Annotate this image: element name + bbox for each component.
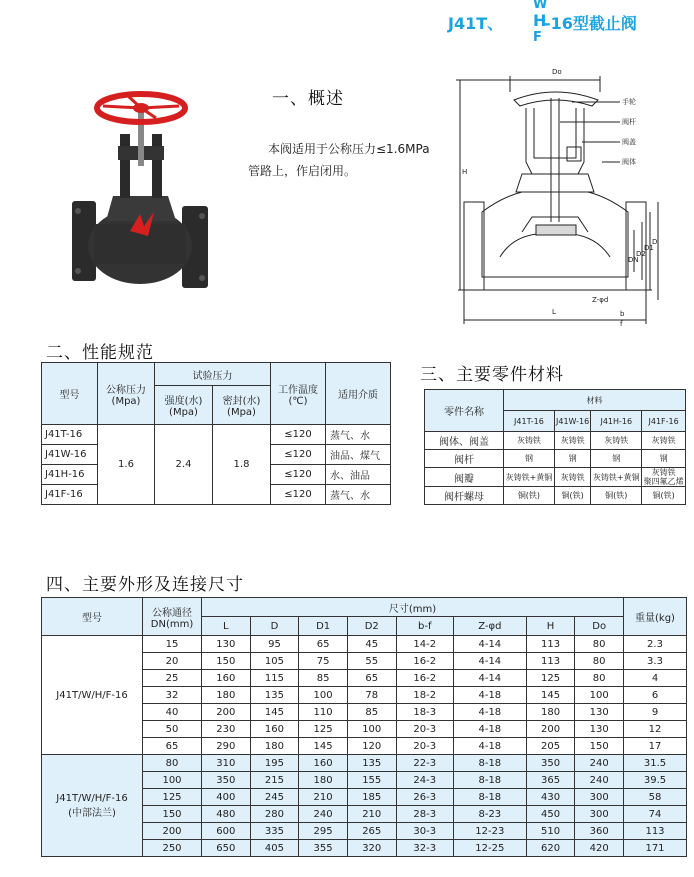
dim-cell: 4-18	[453, 704, 526, 721]
perf-header-medium: 适用介质	[326, 363, 391, 425]
dim-cell: 265	[347, 823, 396, 840]
table-row: J41T-16 1.6 2.4 1.8 ≤120 蒸气、水	[42, 425, 391, 445]
dim-cell: 105	[250, 653, 299, 670]
dim-cell: 350	[526, 755, 575, 772]
dim-cell: 150	[575, 738, 624, 755]
dim-cell: 6	[624, 687, 687, 704]
perf-header-model: 型号	[42, 363, 98, 425]
dim-cell: 80	[575, 670, 624, 687]
table-row: 阀瓣 灰铸铁+黄铜 灰铸铁 灰铸铁+黄铜 灰铸铁 聚四氟乙烯	[425, 468, 686, 487]
dim-cell: 8-23	[453, 806, 526, 823]
dim-cell: 65	[299, 636, 348, 653]
dim-cell: 405	[250, 840, 299, 857]
dim-cell: 12	[624, 721, 687, 738]
dim-cell-dn: 15	[143, 636, 202, 653]
dim-cell: 17	[624, 738, 687, 755]
table-row: J41H-16 ≤120 水、油品	[42, 465, 391, 485]
dim-cell: 200	[526, 721, 575, 738]
drawing-part-bonnet: 阀盖	[622, 138, 636, 146]
dim-cell: 80	[575, 653, 624, 670]
performance-table	[41, 362, 391, 505]
dim-cell: 195	[250, 755, 299, 772]
dim-group-model: J41T/W/H/F-16 (中部法兰)	[42, 755, 143, 857]
table-row: J41W-16 ≤120 油品、煤气	[42, 445, 391, 465]
dim-cell: 620	[526, 840, 575, 857]
valve-photo	[58, 86, 218, 301]
dim-cell: 480	[202, 806, 251, 823]
drawing-label-h: H	[462, 168, 468, 176]
dim-cell: 230	[202, 721, 251, 738]
dim-cell: 14-2	[396, 636, 453, 653]
dimensions-title: 四、主要外形及连接尺寸	[46, 575, 244, 595]
dim-cell: 100	[347, 721, 396, 738]
dim-cell: 135	[250, 687, 299, 704]
dim-cell-dn: 65	[143, 738, 202, 755]
dim-cell: 22-3	[396, 755, 453, 772]
dim-cell: 9	[624, 704, 687, 721]
dim-cell-dn: 250	[143, 840, 202, 857]
dim-cell: 31.5	[624, 755, 687, 772]
title-variant-h: H	[533, 11, 547, 30]
dim-cell: 80	[575, 636, 624, 653]
dim-cell-dn: 80	[143, 755, 202, 772]
dim-cell: 4	[624, 670, 687, 687]
dim-header-dn: 公称通径 DN(mm)	[143, 598, 202, 636]
drawing-label-f: f	[620, 320, 623, 328]
dim-cell-dn: 20	[143, 653, 202, 670]
dim-cell: 4-14	[453, 670, 526, 687]
dim-cell: 420	[575, 840, 624, 857]
dim-cell: 20-3	[396, 738, 453, 755]
dim-header-weight: 重量(kg)	[624, 598, 687, 636]
title-model: J41T、	[448, 14, 504, 33]
dim-cell: 20-3	[396, 721, 453, 738]
dim-cell: 78	[347, 687, 396, 704]
dim-cell: 100	[575, 687, 624, 704]
dim-cell: 290	[202, 738, 251, 755]
dim-cell: 115	[250, 670, 299, 687]
dim-cell: 171	[624, 840, 687, 857]
dim-cell-dn: 100	[143, 772, 202, 789]
dim-cell: 450	[526, 806, 575, 823]
dim-cell: 145	[299, 738, 348, 755]
perf-header-strength: 强度(水) (Mpa)	[155, 386, 213, 425]
title-variant-w: W	[533, 0, 548, 12]
dim-cell: 200	[202, 704, 251, 721]
dimensions-table: 型号 公称通径 DN(mm) 尺寸(mm) 重量(kg) L D D1 D2 b-f Z-φd H Do J41T/W/H/F-16 15 130 95 65 45 14-2 4-14 113 80 2.3 20 150 105 75 55 16-2 4-14 113 80 3.3 25 160 115 85 65 16-2 4-14 125 80 4 32 180 135 100 78 18-2 4-18 145 100 6 40 200 145 110 85 18-3 4-18 180 130 9 50 230 160 125 100 20-3 4-18 200 130 12 65 290 180 145 120 20-3 4-18 205 150 17 J41T/W/H/F-16 (中部法兰) 80 310 195 160 135 22-3 8-18 350 240 31.5 100 350 215 180 155 24-3 8-18 365 240 39.5 125 400 245 210 185 26-3 8-18 430 300 58 150 480 280 240 210 28-3 8-23 450 300 74 200 600 335 295 265 30-3 12-23 510 360 113 250 650 405 355 320 32-3 12-25 620 420 171	[41, 597, 687, 857]
drawing-label-b: b	[620, 310, 625, 318]
dim-cell: 430	[526, 789, 575, 806]
dim-cell: 295	[299, 823, 348, 840]
dim-cell: 650	[202, 840, 251, 857]
dim-cell: 4-18	[453, 687, 526, 704]
dim-cell: 185	[347, 789, 396, 806]
dim-cell: 8-18	[453, 772, 526, 789]
overview-title: 一、概述	[272, 89, 344, 109]
dim-cell: 215	[250, 772, 299, 789]
perf-seal-value: 1.8	[213, 425, 271, 505]
dim-cell: 18-2	[396, 687, 453, 704]
dim-cell: 4-18	[453, 738, 526, 755]
drawing-label-d: D	[652, 238, 658, 246]
dim-cell: 16-2	[396, 653, 453, 670]
dim-cell: 160	[299, 755, 348, 772]
mat-header-material: 材料	[504, 390, 686, 411]
dim-cell: 113	[526, 636, 575, 653]
dim-cell: 130	[575, 704, 624, 721]
dim-cell-dn: 150	[143, 806, 202, 823]
dim-cell: 310	[202, 755, 251, 772]
perf-nominal-value: 1.6	[98, 425, 155, 505]
dim-cell: 4-14	[453, 653, 526, 670]
drawing-part-stem: 阀杆	[622, 118, 636, 126]
dim-cell: 65	[347, 670, 396, 687]
dim-cell: 135	[347, 755, 396, 772]
dim-cell: 240	[299, 806, 348, 823]
dim-cell: 95	[250, 636, 299, 653]
dim-cell: 145	[526, 687, 575, 704]
overview-line-1: 本阀适用于公称压力≤1.6MPa	[268, 142, 430, 156]
perf-header-seal: 密封(水) (Mpa)	[213, 386, 271, 425]
dim-cell-dn: 200	[143, 823, 202, 840]
dim-cell: 300	[575, 789, 624, 806]
dim-cell: 145	[250, 704, 299, 721]
drawing-label-d1: D1	[644, 244, 654, 252]
dim-cell: 8-18	[453, 755, 526, 772]
page-title	[448, 0, 694, 50]
dim-cell: 125	[299, 721, 348, 738]
dim-cell: 155	[347, 772, 396, 789]
dim-cell: 245	[250, 789, 299, 806]
dim-cell: 39.5	[624, 772, 687, 789]
dim-cell: 74	[624, 806, 687, 823]
mat-header-part: 零件名称	[425, 390, 504, 432]
drawing-label-l: L	[552, 308, 556, 316]
table-row	[42, 636, 687, 653]
drawing-part-handwheel: 手轮	[622, 98, 636, 106]
dim-cell: 26-3	[396, 789, 453, 806]
dim-cell: 113	[624, 823, 687, 840]
dim-cell: 210	[299, 789, 348, 806]
dim-cell: 55	[347, 653, 396, 670]
dim-cell: 8-18	[453, 789, 526, 806]
dim-cell: 510	[526, 823, 575, 840]
perf-header-nominal: 公称压力 (Mpa)	[98, 363, 155, 425]
table-row: 阀杆螺母 铜(铁) 铜(铁) 铜(铁) 铜(铁)	[425, 487, 686, 505]
dim-cell: 365	[526, 772, 575, 789]
drawing-label-dn: DN	[628, 256, 639, 264]
dim-cell: 600	[202, 823, 251, 840]
dim-cell: 180	[202, 687, 251, 704]
dim-cell: 28-3	[396, 806, 453, 823]
dim-cell: 400	[202, 789, 251, 806]
dim-cell: 120	[347, 738, 396, 755]
dim-cell: 180	[526, 704, 575, 721]
dim-cell: 18-3	[396, 704, 453, 721]
dim-cell: 210	[347, 806, 396, 823]
dim-cell: 130	[202, 636, 251, 653]
table-row: 阀体、阀盖 灰铸铁 灰铸铁 灰铸铁 灰铸铁	[425, 432, 686, 450]
dim-cell: 240	[575, 772, 624, 789]
dim-cell: 100	[299, 687, 348, 704]
dim-cell: 350	[202, 772, 251, 789]
dim-cell: 58	[624, 789, 687, 806]
table-row: 阀杆 钢 钢 钢 钢	[425, 450, 686, 468]
dim-cell: 125	[526, 670, 575, 687]
drawing-part-body: 阀体	[622, 158, 636, 166]
materials-table: 零件名称 材料 J41T-16 J41W-16 J41H-16 J41F-16 阀体、阀盖 灰铸铁 灰铸铁 灰铸铁 灰铸铁 阀杆 钢 钢 钢 钢 阀瓣 灰铸铁+黄铜 灰铸铁 灰铸铁+黄铜 灰铸铁 聚四氟乙烯 阀杆螺母 铜(铁) 铜(铁) 铜(铁) 铜(铁)	[424, 389, 686, 505]
dim-cell: 30-3	[396, 823, 453, 840]
dim-cell: 280	[250, 806, 299, 823]
dim-cell-dn: 125	[143, 789, 202, 806]
title-suffix: -16型截止阀	[544, 14, 637, 33]
dim-cell: 24-3	[396, 772, 453, 789]
dim-cell: 4-14	[453, 636, 526, 653]
perf-strength-value: 2.4	[155, 425, 213, 505]
dim-cell-dn: 32	[143, 687, 202, 704]
dim-cell: 75	[299, 653, 348, 670]
dim-cell-dn: 25	[143, 670, 202, 687]
dim-cell: 4-18	[453, 721, 526, 738]
dim-cell: 180	[299, 772, 348, 789]
dim-cell: 160	[250, 721, 299, 738]
perf-header-test: 试验压力	[155, 363, 271, 386]
dim-cell: 335	[250, 823, 299, 840]
dim-cell: 12-25	[453, 840, 526, 857]
valve-drawing	[452, 62, 662, 332]
dim-cell: 110	[299, 704, 348, 721]
dim-cell: 2.3	[624, 636, 687, 653]
dim-cell: 320	[347, 840, 396, 857]
table-row	[42, 755, 687, 772]
dim-cell: 113	[526, 653, 575, 670]
dim-cell: 180	[250, 738, 299, 755]
overview-line-2: 管路上，作启闭用。	[248, 164, 357, 178]
dim-cell: 355	[299, 840, 348, 857]
dim-cell: 205	[526, 738, 575, 755]
dim-cell: 12-23	[453, 823, 526, 840]
dim-cell: 240	[575, 755, 624, 772]
drawing-label-do: Do	[552, 68, 562, 76]
dim-cell: 150	[202, 653, 251, 670]
dim-cell: 32-3	[396, 840, 453, 857]
dim-header-model: 型号	[42, 598, 143, 636]
dim-cell: 85	[299, 670, 348, 687]
drawing-label-zd: Z-φd	[592, 296, 609, 304]
performance-title: 二、性能规范	[46, 343, 154, 363]
dim-header-size: 尺寸(mm)	[202, 598, 624, 617]
dim-cell: 45	[347, 636, 396, 653]
dim-cell: 16-2	[396, 670, 453, 687]
dim-cell: 130	[575, 721, 624, 738]
dim-cell: 3.3	[624, 653, 687, 670]
dim-group-model: J41T/W/H/F-16	[42, 636, 143, 755]
table-row: J41F-16 ≤120 蒸气、水	[42, 485, 391, 505]
dim-cell: 300	[575, 806, 624, 823]
perf-header-temp: 工作温度 (℃)	[271, 363, 326, 425]
dim-cell-dn: 40	[143, 704, 202, 721]
materials-title: 三、主要零件材料	[420, 365, 564, 385]
dim-cell: 360	[575, 823, 624, 840]
drawing-label-d2: D2	[636, 250, 646, 258]
dim-cell-dn: 50	[143, 721, 202, 738]
dim-cell: 85	[347, 704, 396, 721]
title-variant-f: F	[533, 30, 542, 45]
dim-cell: 160	[202, 670, 251, 687]
